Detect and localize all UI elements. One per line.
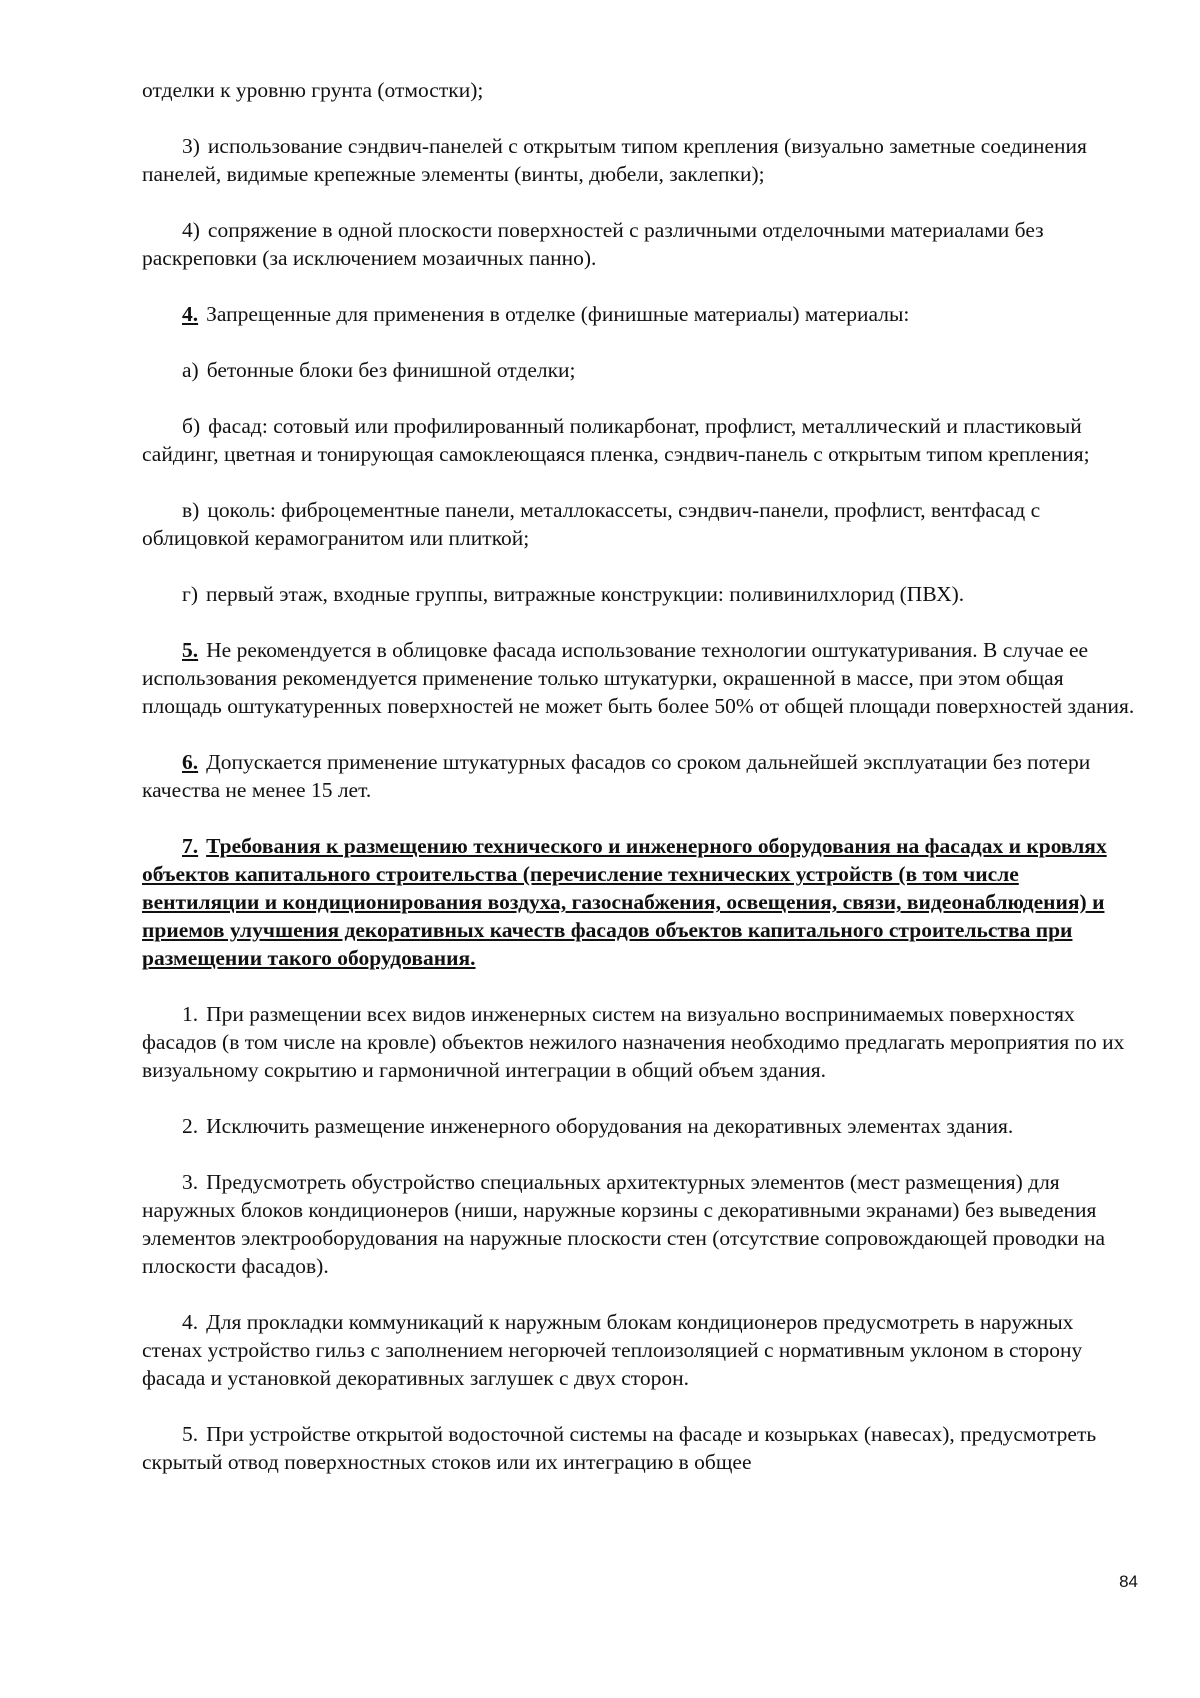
page-number: 84 (1119, 1572, 1138, 1591)
list-item (142, 412, 1138, 468)
list-marker: а) (182, 358, 199, 382)
list-item (142, 1420, 1138, 1476)
section-number: 6. (182, 750, 199, 774)
page-content (142, 76, 1138, 1504)
list-item-text: использование сэндвич-панелей с открытым типом крепления (визуально заметные соединения панелей, видимые крепежные элементы (винты, дюбели, заклепки); (142, 134, 1087, 186)
list-marker: 2. (182, 1114, 199, 1138)
list-item (142, 496, 1138, 552)
list-marker: 1. (182, 1002, 199, 1026)
list-item (142, 132, 1138, 188)
list-marker: 5. (182, 1422, 199, 1446)
list-marker: г) (182, 582, 198, 606)
list-item (142, 1000, 1138, 1084)
list-marker: б) (182, 414, 201, 438)
list-item-text: Предусмотреть обустройство специальных архитектурных элементов (мест размещения) для наружных блоков кондиционеров (ниши, наружные корзины с декоративными экранами) без выведения элементов электрооборудования на наружные плоскости стен (отсутствие сопровождающей проводки на плоскости фасадов). (142, 1170, 1106, 1278)
list-item-text: фасад: сотовый или профилированный поликарбонат, профлист, металлический и пластиковый сайдинг, цветная и тонирующая самоклеющаяся пленка, сэндвич-панель с открытым типом крепления; (142, 414, 1090, 466)
list-marker: 4) (182, 218, 200, 242)
section-number: 5. (182, 638, 199, 662)
list-marker: в) (182, 498, 200, 522)
list-item (142, 1308, 1138, 1392)
section-number: 7. (182, 834, 199, 858)
list-item-text: бетонные блоки без финишной отделки; (206, 358, 576, 382)
list-item-text: первый этаж, входные группы, витражные конструкции: поливинилхлорид (ПВХ). (205, 582, 965, 606)
list-item (142, 216, 1138, 272)
section-7-heading (142, 832, 1138, 972)
section-4-paragraph (142, 300, 1138, 328)
section-text: Не рекомендуется в облицовке фасада использование технологии оштукатуривания. В случае ее использования рекомендуется применение только штукатурки, окрашенной в массе, при этом общая площадь оштукатуренных поверхностей не может быть более 50% от общей площади поверхностей здания. (142, 638, 1135, 718)
list-item (142, 1112, 1138, 1140)
section-text: Запрещенные для применения в отделке (финишные материалы) материалы: (206, 302, 910, 326)
section-5-paragraph (142, 636, 1138, 720)
list-item (142, 580, 1138, 608)
list-marker: 3) (182, 134, 200, 158)
list-item (142, 1168, 1138, 1280)
list-marker: 3. (182, 1170, 199, 1194)
list-item-text: Для прокладки коммуникаций к наружным блокам кондиционеров предусмотреть в наружных стенах устройство гильз с заполнением негорючей теплоизоляцией с нормативным уклоном в сторону фасада и установкой декоративных заглушек с двух сторон. (142, 1310, 1083, 1390)
list-item-text: сопряжение в одной плоскости поверхностей с различными отделочными материалами без раскреповки (за исключением мозаичных панно). (142, 218, 1044, 270)
section-number: 4. (182, 302, 199, 326)
list-item-text: цоколь: фиброцементные панели, металлокассеты, сэндвич-панели, профлист, вентфасад с облицовкой керамогранитом или плиткой; (142, 498, 1041, 550)
list-item (142, 356, 1138, 384)
continuation-paragraph: отделки к уровню грунта (отмостки); (142, 78, 484, 102)
section-heading-text: Требования к размещению технического и инженерного оборудования на фасадах и кровлях объектов капитального строительства (перечисление технических устройств (в том числе вентиляции и кондиционирования воздуха, газоснабжения, освещения, связи, видеонаблюдения) и приемов улучшения декоративных качеств фасадов объектов капитального строительства при размещении такого оборудования. (142, 834, 1107, 970)
list-item-text: При устройстве открытой водосточной системы на фасаде и козырьках (навесах), предусмотреть скрытый отвод поверхностных стоков или их интеграцию в общее (142, 1422, 1097, 1474)
section-text: Допускается применение штукатурных фасадов со сроком дальнейшей эксплуатации без потери качества не менее 15 лет. (142, 750, 1091, 802)
section-6-paragraph (142, 748, 1138, 804)
list-marker: 4. (182, 1310, 199, 1334)
list-item-text: Исключить размещение инженерного оборудования на декоративных элементах здания. (206, 1114, 1014, 1138)
list-item-text: При размещении всех видов инженерных систем на визуально воспринимаемых поверхностях фасадов (в том числе на кровле) объектов нежилого назначения необходимо предлагать мероприятия по их визуальному сокрытию и гармоничной интеграции в общий объем здания. (142, 1002, 1125, 1082)
